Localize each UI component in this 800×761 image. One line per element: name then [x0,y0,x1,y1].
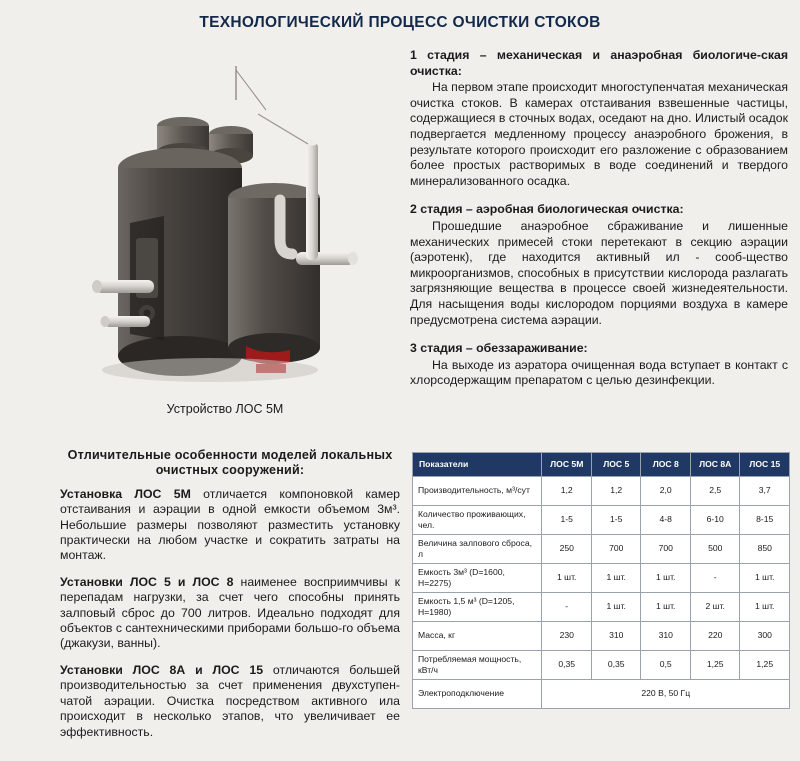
cell: 1,2 [591,476,641,505]
cell: 1-5 [591,505,641,534]
table-row [413,592,790,621]
table-header-row [413,453,790,477]
table-header-cell-5: ЛОС 15 [740,453,790,477]
table-header-cell-4: ЛОС 8А [690,453,740,477]
footer-value: 220 В, 50 Гц [542,679,790,708]
table-row [413,476,790,505]
feature-lead-2: Установки ЛОС 5 и ЛОС 8 [60,574,234,589]
cell: - [542,592,592,621]
table-footer-row [413,679,790,708]
cell: 0,35 [591,650,641,679]
cell: 500 [690,534,740,563]
stage-2-body: Прошедшие анаэробное сбраживание и лишенные механических примесей стоки перетекают в секцию аэрации (аэротенк), где находится активный ил - сооб-щество микроорганизмов, способных в присутствии кислорода разлагать загрязняющие вещества в процессе своей жизнедеятельности. Для насыщения воды кислородом порциями воздуха в камере предусмотрена система аэрации. [410,218,788,327]
cell: 1-5 [542,505,592,534]
row-label: Емкость 3м³ (D=1600, Н=2275) [413,563,542,592]
footer-label: Электроподключение [413,679,542,708]
row-label: Масса, кг [413,621,542,650]
feature-lead-3: Установки ЛОС 8А и ЛОС 15 [60,662,264,677]
row-label: Величина залпового сброса, л [413,534,542,563]
illustration-caption: Устройство ЛОС 5М [166,402,284,416]
cell: 3,7 [740,476,790,505]
cell: 2,5 [690,476,740,505]
feature-paragraph-2 [60,575,400,652]
cell: 2 шт. [690,592,740,621]
table-header-cell-1: ЛОС 5М [542,453,592,477]
cell: 310 [591,621,641,650]
cell: 1 шт. [591,592,641,621]
cell: 850 [740,534,790,563]
stage-3-heading: 3 стадия – обеззараживание: [410,341,588,356]
cell: 700 [641,534,691,563]
cell: 1 шт. [740,563,790,592]
cell: 1 шт. [641,563,691,592]
feature-rest-3: отличаются большей производительностью за счет применения двухступен-чатой аэрации. Очистка посредством активного ила происходит в несколько этапов, что увеличивает ее эффективность. [60,662,400,739]
cell: 0,5 [641,650,691,679]
cell: 1,2 [542,476,592,505]
cell: 1,25 [740,650,790,679]
feature-paragraph-3 [60,663,400,740]
cell: 6-10 [690,505,740,534]
table-row [413,534,790,563]
feature-rest-1: отличается компоновкой камер отстаивания и аэрации в одной емкости объемом 3м³. Небольшие размеры позволяют разместить установку практически на любом участке и сократить затраты на монтаж. [60,486,400,563]
page-title: ТЕХНОЛОГИЧЕСКИЙ ПРОЦЕСС ОЧИСТКИ СТОКОВ [199,14,601,31]
stage-2-heading: 2 стадия – аэробная биологическая очистка: [410,202,684,217]
cell: - [690,563,740,592]
cell: 1 шт. [542,563,592,592]
cell: 1 шт. [641,592,691,621]
specification-table [412,452,790,709]
table-row [413,505,790,534]
table-row [413,563,790,592]
specification-table-wrapper [412,452,790,709]
table-header-cell-2: ЛОС 5 [591,453,641,477]
table-row [413,621,790,650]
feature-rest-2: наименее восприимчивы к перепадам нагрузки, за счет чего способны принять залповый сброс до 700 литров. Идеально подходят для объектов с сантехническими приборами большо-го объема (джакузи, ванны). [60,574,400,651]
row-label: Потребляемая мощность, кВт/ч [413,650,542,679]
cell: 1,25 [690,650,740,679]
cell: 310 [641,621,691,650]
table-body [413,476,790,708]
cell: 2,0 [641,476,691,505]
cell: 220 [690,621,740,650]
stage-1-heading: 1 стадия – механическая и анаэробная биологиче-ская очистка: [410,48,788,78]
feature-paragraph-1 [60,487,400,564]
features-heading: Отличительные особенности моделей локальных очистных сооружений: [67,448,393,478]
table-header-cell-0: Показатели [413,453,542,477]
cell: 1 шт. [591,563,641,592]
cell: 230 [542,621,592,650]
cell: 300 [740,621,790,650]
septic-tank-cutaway-icon [60,48,390,398]
table-row [413,650,790,679]
table-header-cell-3: ЛОС 8 [641,453,691,477]
cell: 0,35 [542,650,592,679]
cell: 4-8 [641,505,691,534]
features-section [60,448,400,751]
table-head [413,453,790,477]
feature-lead-1: Установка ЛОС 5М [60,486,191,501]
stage-1-body: На первом этапе происходит многоступенчатая механическая очистка стоков. В камерах отстаивания взвешенные частицы, содержащиеся в сточных водах, оседают на дно. Илистый осадок подвергается медленному процессу анаэробного брожения, в результате которого происходит его разложение с образованием более простых растворимых в воде соединений и твердого минерализованного осадка. [410,80,788,188]
row-label: Производительность, м³/сут [413,476,542,505]
row-label: Емкость 1,5 м³ (D=1205, Н=1980) [413,592,542,621]
septic-tank-illustration [60,48,390,398]
row-label: Количество проживающих, чел. [413,505,542,534]
cell: 1 шт. [740,592,790,621]
stage-3-body: На выходе из аэратора очищенная вода вступает в контакт с хлорсодержащим препаратом с целью дезинфекции. [410,357,788,388]
cell: 250 [542,534,592,563]
cell: 8-15 [740,505,790,534]
process-stages [410,48,788,389]
cell: 700 [591,534,641,563]
